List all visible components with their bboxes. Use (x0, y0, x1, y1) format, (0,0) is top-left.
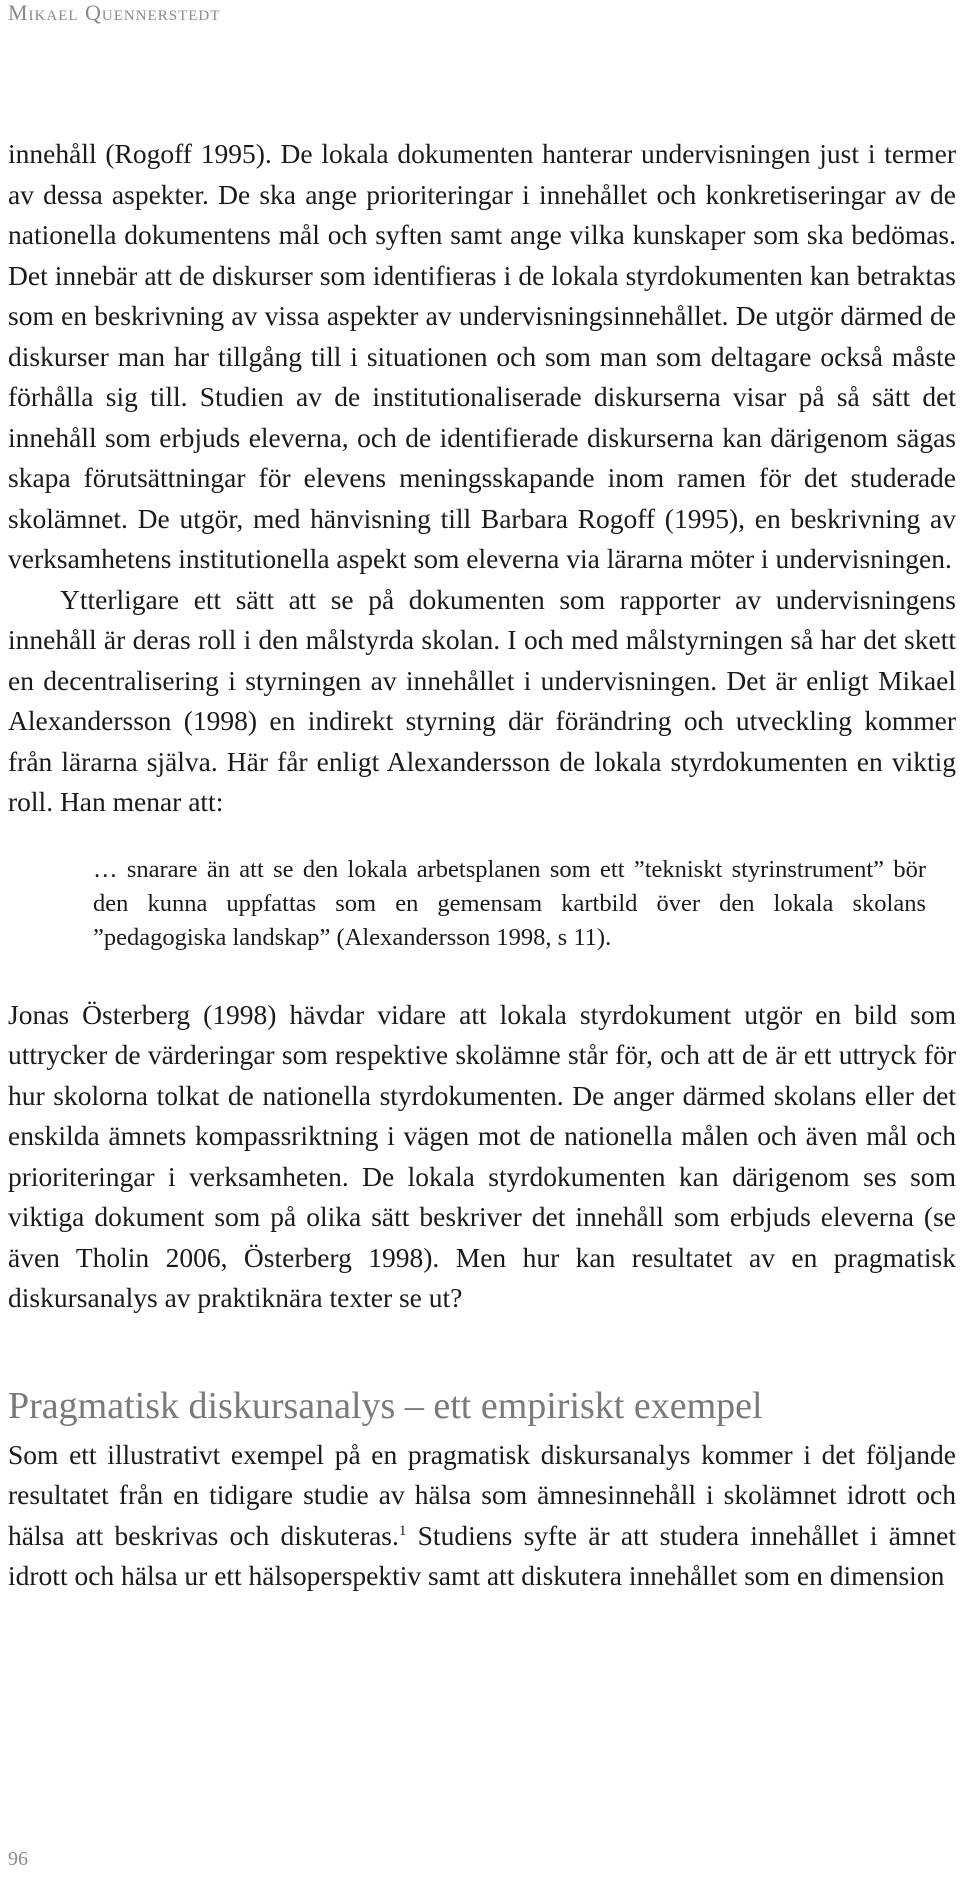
footnote-marker[interactable]: 1 (398, 1522, 407, 1539)
paragraph: Ytterligare ett sätt att se på dokumenten som rapporter av undervisningens innehåll är deras roll i den målstyrda skolan. I och med målstyrningen så har det skett en decentralisering i styrningen av innehållet i undervisningen. Det är enligt Mikael Alexandersson (1998) en indirekt styrning där förändring och utveckling kommer från lärarna själva. Här får enligt Alexandersson de lokala styrdokumenten en viktig roll. Han menar att: (8, 583, 956, 817)
section-heading: Pragmatisk diskursanalys – ett empiriskt exempel (8, 1384, 763, 1427)
block-quote: … snarare än att se den lokala arbetsplanen som ett ”tekniskt styrinstrument” bör den kunna uppfattas som en gemensam kartbild över den lokala skolans ”pedagogiska landskap” (Alexandersson 1998, s 11). (93, 855, 926, 951)
page-number: 96 (8, 1848, 28, 1870)
paragraph: innehåll (Rogoff 1995). De lokala dokumenten hanterar undervisningen just i termer av dessa aspekter. De ska ange prioriteringar i innehållet och konkretiseringar av de nationella dokumentens mål och syften samt ange vilka kunskaper som ska bedömas. Det innebär att de diskurser som identifieras i de lokala styrdokumenten kan betraktas som en beskrivning av vissa aspekter av undervisningsinnehållet. De utgör därmed de diskurser man har tillgång till i situationen och som man som deltagare också måste förhålla sig till. Studien av de institutionaliserade diskurserna visar på så sätt det innehåll som erbjuds eleverna, och de identifierade diskurserna kan därigenom sägas skapa förutsättningar för elevens meningsskapande inom ramen för det studerade skolämnet. De utgör, med hänvisning till Barbara Rogoff (1995), en beskrivning av verksamhetens institutionella aspekt som eleverna via lärarna möter i undervisningen. (8, 138, 956, 574)
paragraph: Jonas Österberg (1998) hävdar vidare att lokala styrdokument utgör en bild som uttrycker de värderingar som respektive skolämne står för, och att de är ett uttryck för hur skolorna tolkat de nationella styrdokumenten. De anger därmed skolans eller det enskilda ämnets kompassriktning i vägen mot de nationella målen och även mål och prioriteringar i verksamheten. De lokala styrdokumenten kan därigenom ses som viktiga dokument som på olika sätt beskriver det innehåll som erbjuds eleverna (se även Tholin 2006, Österberg 1998). Men hur kan resultatet av en pragmatisk diskursanalys av praktiknära texter se ut? (8, 998, 956, 1313)
running-head: Mikael Quennerstedt (8, 0, 221, 25)
paragraph (8, 1435, 956, 1597)
body-text (8, 134, 956, 1597)
paragraph-text: Studiens syfte är att studera innehållet i ämnet idrott och hälsa ur ett hälsoperspektiv samt att diskutera innehållet som en dimension (8, 1519, 957, 1591)
paragraph-text: Som ett illustrativt exempel på en pragmatisk diskursanalys kommer i det följande resultatet från en tidigare studie av hälsa som ämnesinnehåll i skolämnet idrott och hälsa att beskrivas och diskuteras. (8, 1438, 956, 1551)
